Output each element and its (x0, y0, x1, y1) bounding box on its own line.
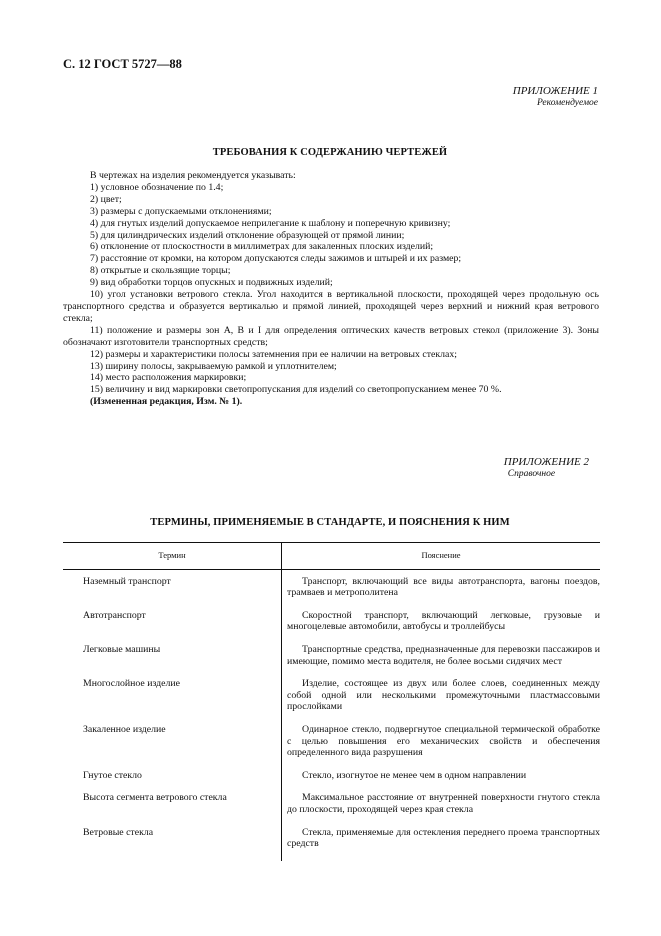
table-row (63, 724, 600, 770)
explanation-cell: Скоростной транспорт, включающий легковые, грузовые и многоцелевые автомобили, автобусы и троллейбусы (282, 610, 601, 644)
requirements-intro: В чертежах на изделия рекомендуется указывать: (90, 170, 296, 181)
section-1-title: ТРЕБОВАНИЯ К СОДЕРЖАНИЮ ЧЕРТЕЖЕЙ (212, 147, 448, 158)
column-header-explanation: Пояснение (282, 543, 601, 570)
explanation-cell: Изделие, состоящее из двух или более слоев, соединенных между собой одной или несколькими промежуточными пластмассовыми прослойками (282, 678, 601, 724)
list-item: 12) размеры и характеристики полосы затемнения при ее наличии на ветровых стеклах; (90, 348, 457, 360)
list-item: 2) цвет; (90, 193, 122, 205)
explanation-cell: Стекло, изогнутое не менее чем в одном направлении (282, 770, 601, 793)
explanation-cell: Максимальное расстояние от внутренней поверхности гнутого стекла до плоскости, проходящей через края стекла (282, 792, 601, 826)
explanation-cell: Стекла, применяемые для остекления переднего проема транспортных средств (282, 827, 601, 861)
appendix-1-subtitle: Рекомендуемое (536, 98, 598, 108)
section-2-title: ТЕРМИНЫ, ПРИМЕНЯЕМЫЕ В СТАНДАРТЕ, И ПОЯСНЕНИЯ К НИМ (150, 517, 510, 528)
list-item: 7) расстояние от кромки, на котором допускаются следы зажимов и штырей и их размер; (90, 253, 462, 265)
term-cell: Автотранспорт (83, 609, 146, 621)
table-row (63, 792, 600, 826)
appendix-1-label (513, 85, 598, 109)
list-item: 1) условное обозначение по 1.4; (90, 181, 224, 193)
amendment-note: (Измененная редакция, Изм. № 1). (90, 396, 243, 408)
table-row (63, 644, 600, 678)
table-header-row (63, 543, 600, 570)
explanation-cell: Транспортные средства, предназначенные для перевозки пассажиров и имеющие, помимо места водителя, не более восьми сидячих мест (282, 644, 601, 678)
appendix-2-title: ПРИЛОЖЕНИЕ 2 (503, 456, 589, 468)
table-row (63, 610, 600, 644)
list-item: 5) для цилиндрических изделий отклонение образующей от прямой линии; (90, 229, 405, 241)
list-item: 9) вид обработки торцов опускных и подвижных изделий; (90, 277, 333, 289)
appendix-2-label (504, 456, 589, 480)
list-item: 8) открытые и скользящие торцы; (90, 265, 231, 277)
appendix-1-title: ПРИЛОЖЕНИЕ 1 (512, 85, 598, 97)
appendix-2-subtitle: Справочное (507, 469, 556, 479)
list-item: 15) величину и вид маркировки светопропускания для изделий со светопропусканием менее 70 %. (90, 384, 502, 396)
column-header-term: Термин (63, 543, 282, 570)
list-item: 6) отклонение от плоскостности в миллиметрах для закаленных плоских изделий; (90, 241, 434, 253)
term-cell: Ветровые стекла (83, 826, 154, 838)
list-item: 13) ширину полосы, закрываемую рамкой и уплотнителем; (90, 360, 337, 372)
term-cell: Высота сегмента ветрового стекла (83, 792, 227, 804)
term-cell: Закаленное изделие (83, 723, 166, 735)
term-cell: Легковые машины (83, 643, 161, 655)
terms-table (63, 542, 600, 861)
list-item: 10) угол установки ветрового стекла. Угол находится в вертикальной плоскости, проходящей через продольную ось транспортного средства и образуется вертикалью и прямой линией, проходящей через верхний и нижний края ветрового стекла; (63, 289, 599, 324)
explanation-cell: Одинарное стекло, подвергнутое специальной термической обработке с целью повышения его механических свойств и обеспечения определенного вида разрушения (282, 724, 601, 770)
table-row (63, 569, 600, 610)
term-cell: Многослойное изделие (83, 678, 180, 690)
requirements-list (63, 170, 599, 408)
table-row (63, 770, 600, 793)
term-cell: Наземный транспорт (83, 575, 171, 587)
list-item: 14) место расположения маркировки; (90, 372, 247, 384)
page-header: С. 12 ГОСТ 5727—88 (63, 57, 182, 71)
list-item: 11) положение и размеры зон А, В и I для определения оптических качеств ветровых стекол (приложение 3). Зоны обозначают изготовители транспортных средств; (63, 324, 599, 348)
term-cell: Гнутое стекло (83, 769, 142, 781)
table-row (63, 678, 600, 724)
list-item: 3) размеры с допускаемыми отклонениями; (90, 205, 272, 217)
table-row (63, 827, 600, 861)
explanation-cell: Транспорт, включающий все виды автотранспорта, вагоны поездов, трамваев и метрополитена (282, 569, 601, 610)
list-item: 4) для гнутых изделий допускаемое неприлегание к шаблону и поперечную кривизну; (90, 217, 451, 229)
